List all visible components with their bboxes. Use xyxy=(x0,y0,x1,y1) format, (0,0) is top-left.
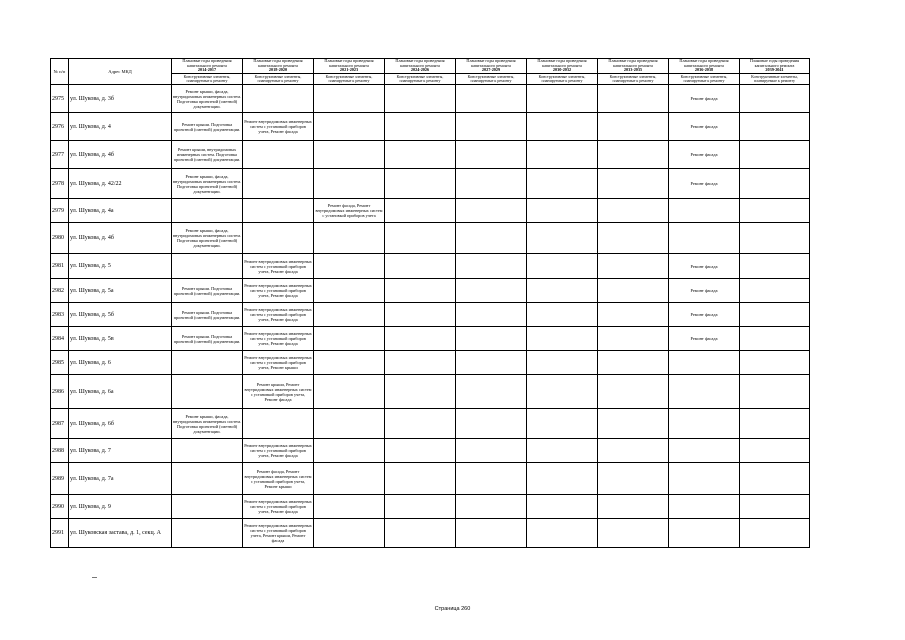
row-number: 2988 xyxy=(51,439,69,463)
planned-works-cell xyxy=(598,375,669,409)
row-address: ул. Шукова, д. 6а xyxy=(69,375,172,409)
planned-works-cell xyxy=(527,254,598,279)
planned-works-cell xyxy=(243,169,314,199)
planned-works-cell xyxy=(456,85,527,113)
header-period-years: 2014-2017 xyxy=(197,67,217,73)
table-row xyxy=(51,495,810,519)
planned-works-cell xyxy=(598,85,669,113)
planned-works-cell xyxy=(598,409,669,439)
row-number: 2991 xyxy=(51,519,69,548)
planned-works-cell xyxy=(598,223,669,254)
planned-works-cell xyxy=(598,519,669,548)
planned-works-cell xyxy=(172,519,243,548)
planned-works-cell xyxy=(598,113,669,141)
table-row xyxy=(51,463,810,495)
row-address: ул. Шукова, д. 4 xyxy=(69,113,172,141)
row-number: 2978 xyxy=(51,169,69,199)
page-number: Страница 260 xyxy=(434,606,471,612)
planned-works-cell xyxy=(243,199,314,223)
table-row xyxy=(51,351,810,375)
planned-works-cell xyxy=(598,327,669,351)
header-period-years: 2033-2035 xyxy=(623,67,643,73)
planned-works-cell xyxy=(385,85,456,113)
planned-works-cell xyxy=(456,519,527,548)
planned-works-cell xyxy=(385,169,456,199)
planned-works-cell xyxy=(243,141,314,169)
planned-works-cell: Ремонт внутридомовых инженерных систем с установкой приборов учета, Ремонт фасада xyxy=(243,327,314,351)
header-period-title: Плановые годы проведения капитального ремонта xyxy=(608,58,658,68)
planned-works-cell xyxy=(314,169,385,199)
header-period xyxy=(314,59,385,74)
planned-works-cell xyxy=(456,303,527,327)
planned-works-cell xyxy=(740,303,810,327)
header-period-subtitle: Конструктивные элементы, планируемые к ремонту xyxy=(598,74,669,85)
row-number: 2987 xyxy=(51,409,69,439)
planned-works-cell xyxy=(385,463,456,495)
planned-works-cell: Ремонт фасада xyxy=(669,85,740,113)
planned-works-cell xyxy=(314,519,385,548)
planned-works-cell xyxy=(456,141,527,169)
planned-works-cell: Ремонт крыши, внутридомовых инженерных систем. Подготовка проектной (сметной) документации. xyxy=(172,141,243,169)
planned-works-cell: Ремонт крыши, Ремонт внутридомовых инженерных систем с установкой приборов учета, Ремонт фасада xyxy=(243,375,314,409)
planned-works-cell xyxy=(740,85,810,113)
planned-works-cell: Ремонт внутридомовых инженерных систем с установкой приборов учета, Ремонт фасада xyxy=(243,439,314,463)
table-row xyxy=(51,199,810,223)
row-number: 2984 xyxy=(51,327,69,351)
row-number: 2985 xyxy=(51,351,69,375)
planned-works-cell xyxy=(314,113,385,141)
header-row-periods xyxy=(51,59,810,74)
planned-works-cell xyxy=(314,439,385,463)
row-number: 2975 xyxy=(51,85,69,113)
planned-works-cell xyxy=(598,199,669,223)
planned-works-cell xyxy=(456,223,527,254)
row-address: ул. Шукова, д. 3б xyxy=(69,85,172,113)
planned-works-cell: Ремонт крыши, фасада, внутридомовых инженерных систем. Подготовка проектной (сметной) документации. xyxy=(172,409,243,439)
planned-works-cell: Ремонт фасада, Ремонт внутридомовых инженерных систем с установкой приборов учета xyxy=(314,199,385,223)
planned-works-cell xyxy=(740,519,810,548)
planned-works-cell: Ремонт внутридомовых инженерных систем с установкой приборов учета, Ремонт фасада xyxy=(243,495,314,519)
row-number: 2980 xyxy=(51,223,69,254)
header-period xyxy=(172,59,243,74)
header-period-subtitle: Конструктивные элементы, планируемые к ремонту xyxy=(385,74,456,85)
planned-works-cell xyxy=(598,439,669,463)
planned-works-cell xyxy=(740,495,810,519)
planned-works-cell xyxy=(598,141,669,169)
planned-works-cell xyxy=(598,279,669,303)
planned-works-cell xyxy=(740,199,810,223)
planned-works-cell xyxy=(172,463,243,495)
planned-works-cell xyxy=(740,141,810,169)
row-address: ул. Шукова, д. 4б xyxy=(69,223,172,254)
planned-works-cell xyxy=(598,254,669,279)
header-period-subtitle: Конструктивные элементы, планируемые к ремонту xyxy=(172,74,243,85)
planned-works-cell: Ремонт фасада xyxy=(669,141,740,169)
planned-works-cell: Ремонт внутридомовых инженерных систем с установкой приборов учета, Ремонт фасада xyxy=(243,113,314,141)
planned-works-cell xyxy=(456,439,527,463)
header-period xyxy=(385,59,456,74)
planned-works-cell xyxy=(527,439,598,463)
planned-works-cell: Ремонт фасада xyxy=(669,279,740,303)
table-header xyxy=(51,59,810,85)
table-body xyxy=(51,85,810,548)
planned-works-cell xyxy=(385,141,456,169)
planned-works-cell xyxy=(527,375,598,409)
header-period-subtitle: Конструктивные элементы, планируемые к ремонту xyxy=(669,74,740,85)
row-number: 2990 xyxy=(51,495,69,519)
planned-works-cell xyxy=(385,303,456,327)
header-period xyxy=(740,59,810,74)
header-period xyxy=(456,59,527,74)
planned-works-cell xyxy=(172,375,243,409)
planned-works-cell xyxy=(385,113,456,141)
planned-works-cell xyxy=(598,351,669,375)
planned-works-cell: Ремонт фасада xyxy=(669,327,740,351)
header-period-years: 2024-2026 xyxy=(410,67,430,73)
planned-works-cell xyxy=(527,141,598,169)
planned-works-cell xyxy=(456,495,527,519)
planned-works-cell xyxy=(456,169,527,199)
header-period-title: Плановые годы проведения капитального ремонта xyxy=(182,58,232,68)
repair-plan-table xyxy=(50,58,810,548)
row-number: 2982 xyxy=(51,279,69,303)
planned-works-cell xyxy=(598,495,669,519)
header-period-years: 2030-2032 xyxy=(552,67,572,73)
planned-works-cell xyxy=(385,375,456,409)
planned-works-cell xyxy=(740,351,810,375)
planned-works-cell xyxy=(385,351,456,375)
planned-works-cell xyxy=(740,409,810,439)
planned-works-cell xyxy=(740,113,810,141)
planned-works-cell xyxy=(527,463,598,495)
planned-works-cell xyxy=(385,279,456,303)
planned-works-cell: Ремонт фасада xyxy=(669,303,740,327)
header-period-title: Плановые годы проведения капитального ремонта xyxy=(324,58,374,68)
header-period-title: Плановые годы проведения капитального ремонта xyxy=(253,58,303,68)
planned-works-cell: Ремонт крыши, фасада, внутридомовых инженерных систем. Подготовка проектной (сметной) документации. xyxy=(172,223,243,254)
planned-works-cell xyxy=(598,303,669,327)
table-row xyxy=(51,439,810,463)
row-address: ул. Шукова, д. 4б xyxy=(69,141,172,169)
row-address: ул. Шукова, д. 5 xyxy=(69,254,172,279)
planned-works-cell xyxy=(669,199,740,223)
row-address: ул. Шукова, д. 9 xyxy=(69,495,172,519)
planned-works-cell xyxy=(385,519,456,548)
header-period-title: Плановые годы проведения капитального ремонта xyxy=(679,58,729,68)
row-address: ул. Шукова, д. 4а xyxy=(69,199,172,223)
planned-works-cell xyxy=(385,439,456,463)
header-period-title: Плановые годы проведения капитального ремонта xyxy=(537,58,587,68)
planned-works-cell: Ремонт крыши. Подготовка проектной (сметной) документации. xyxy=(172,113,243,141)
header-period-subtitle: Конструктивные элементы, планируемые к ремонту xyxy=(527,74,598,85)
planned-works-cell xyxy=(314,409,385,439)
planned-works-cell xyxy=(598,169,669,199)
planned-works-cell xyxy=(314,254,385,279)
planned-works-cell xyxy=(740,327,810,351)
planned-works-cell xyxy=(527,409,598,439)
row-address: ул. Шукова, д. 5а xyxy=(69,279,172,303)
header-period-years: 2018-2020 xyxy=(268,67,288,73)
scan-mark xyxy=(92,577,97,578)
planned-works-cell: Ремонт крыши, фасада, внутридомовых инженерных систем. Подготовка проектной (сметной) документации. xyxy=(172,85,243,113)
planned-works-cell xyxy=(172,199,243,223)
planned-works-cell xyxy=(243,223,314,254)
planned-works-cell xyxy=(527,113,598,141)
planned-works-cell xyxy=(527,279,598,303)
planned-works-cell xyxy=(669,463,740,495)
table-row xyxy=(51,85,810,113)
planned-works-cell xyxy=(527,519,598,548)
planned-works-cell: Ремонт крыши. Подготовка проектной (сметной) документации. xyxy=(172,279,243,303)
header-period-title: Плановые годы проведения капитального ремонта xyxy=(749,58,800,68)
planned-works-cell xyxy=(314,223,385,254)
planned-works-cell xyxy=(669,439,740,463)
planned-works-cell xyxy=(598,463,669,495)
planned-works-cell xyxy=(385,199,456,223)
planned-works-cell: Ремонт внутридомовых инженерных систем с установкой приборов учета, Ремонт крыши xyxy=(243,351,314,375)
planned-works-cell xyxy=(456,375,527,409)
row-number: 2983 xyxy=(51,303,69,327)
header-period-title: Плановые годы проведения капитального ремонта xyxy=(466,58,516,68)
planned-works-cell xyxy=(314,375,385,409)
planned-works-cell xyxy=(527,495,598,519)
planned-works-cell xyxy=(385,254,456,279)
row-number: 2989 xyxy=(51,463,69,495)
planned-works-cell xyxy=(527,351,598,375)
planned-works-cell xyxy=(527,223,598,254)
table-row xyxy=(51,327,810,351)
table-row xyxy=(51,141,810,169)
planned-works-cell xyxy=(456,351,527,375)
planned-works-cell xyxy=(740,439,810,463)
planned-works-cell xyxy=(740,279,810,303)
row-number: 2976 xyxy=(51,113,69,141)
planned-works-cell xyxy=(243,409,314,439)
header-period-years: 2039-2041 xyxy=(765,67,784,73)
planned-works-cell xyxy=(456,463,527,495)
planned-works-cell: Ремонт крыши. Подготовка проектной (сметной) документации. xyxy=(172,327,243,351)
planned-works-cell: Ремонт фасада, Ремонт внутридомовых инженерных систем с установкой приборов учета, Ремонт крыши xyxy=(243,463,314,495)
planned-works-cell xyxy=(669,519,740,548)
planned-works-cell xyxy=(456,279,527,303)
planned-works-cell xyxy=(243,85,314,113)
planned-works-cell xyxy=(527,327,598,351)
header-number: № п/п xyxy=(51,59,69,85)
table-row xyxy=(51,409,810,439)
planned-works-cell xyxy=(456,113,527,141)
table-row xyxy=(51,303,810,327)
planned-works-cell xyxy=(172,495,243,519)
planned-works-cell xyxy=(740,223,810,254)
planned-works-cell xyxy=(172,351,243,375)
header-period xyxy=(598,59,669,74)
table-row xyxy=(51,519,810,548)
planned-works-cell: Ремонт внутридомовых инженерных систем с установкой приборов учета, Ремонт фасада xyxy=(243,254,314,279)
planned-works-cell xyxy=(456,254,527,279)
row-address: ул. Шукова, д. 7 xyxy=(69,439,172,463)
header-period-subtitle: Конструктивные элементы, планируемые к ремонту xyxy=(243,74,314,85)
row-address: ул. Шуковская застава, д. 1, секц. А xyxy=(69,519,172,548)
table-row xyxy=(51,375,810,409)
table-row xyxy=(51,169,810,199)
planned-works-cell: Ремонт внутридомовых инженерных систем с установкой приборов учета, Ремонт крыши, Ремонт фасада xyxy=(243,519,314,548)
planned-works-cell xyxy=(456,409,527,439)
planned-works-cell xyxy=(314,327,385,351)
planned-works-cell xyxy=(527,169,598,199)
table-row xyxy=(51,113,810,141)
planned-works-cell xyxy=(669,495,740,519)
row-address: ул. Шукова, д. 5в xyxy=(69,327,172,351)
header-period-subtitle: Конструктивные элементы, планируемые к ремонту xyxy=(456,74,527,85)
planned-works-cell xyxy=(740,169,810,199)
planned-works-cell xyxy=(669,409,740,439)
planned-works-cell xyxy=(456,199,527,223)
table-row xyxy=(51,223,810,254)
planned-works-cell xyxy=(314,495,385,519)
planned-works-cell xyxy=(314,279,385,303)
planned-works-cell xyxy=(669,351,740,375)
row-number: 2981 xyxy=(51,254,69,279)
header-period xyxy=(669,59,740,74)
planned-works-cell xyxy=(527,199,598,223)
header-period-subtitle: Конструктивные элементы, планируемые к ремонту xyxy=(314,74,385,85)
planned-works-cell: Ремонт крыши. Подготовка проектной (сметной) документации. xyxy=(172,303,243,327)
planned-works-cell xyxy=(740,375,810,409)
header-period xyxy=(527,59,598,74)
row-address: ул. Шукова, д. 5б xyxy=(69,303,172,327)
planned-works-cell: Ремонт внутридомовых инженерных систем с установкой приборов учета, Ремонт фасада xyxy=(243,303,314,327)
planned-works-cell xyxy=(456,327,527,351)
planned-works-cell xyxy=(385,409,456,439)
planned-works-cell xyxy=(385,495,456,519)
planned-works-cell: Ремонт крыши, фасада, внутридомовых инженерных систем. Подготовка проектной (сметной) документации. xyxy=(172,169,243,199)
planned-works-cell xyxy=(314,141,385,169)
planned-works-cell: Ремонт фасада xyxy=(669,113,740,141)
row-number: 2986 xyxy=(51,375,69,409)
planned-works-cell: Ремонт внутридомовых инженерных систем с установкой приборов учета, Ремонт фасада xyxy=(243,279,314,303)
planned-works-cell xyxy=(385,327,456,351)
header-period-years: 2027-2029 xyxy=(481,67,501,73)
planned-works-cell xyxy=(314,351,385,375)
planned-works-cell: Ремонт фасада xyxy=(669,254,740,279)
header-period-title: Плановые годы проведения капитального ремонта xyxy=(395,58,445,68)
row-address: ул. Шукова, д. 6б xyxy=(69,409,172,439)
table-row xyxy=(51,254,810,279)
header-address: Адрес МКД xyxy=(69,59,172,85)
planned-works-cell: Ремонт фасада xyxy=(669,169,740,199)
table-row xyxy=(51,279,810,303)
planned-works-cell xyxy=(740,254,810,279)
row-address: ул. Шукова, д. 6 xyxy=(69,351,172,375)
row-address: ул. Шукова, д. 42/22 xyxy=(69,169,172,199)
planned-works-cell xyxy=(385,223,456,254)
row-number: 2979 xyxy=(51,199,69,223)
planned-works-cell xyxy=(527,303,598,327)
planned-works-cell xyxy=(527,85,598,113)
planned-works-cell xyxy=(314,303,385,327)
planned-works-cell xyxy=(740,463,810,495)
planned-works-cell xyxy=(669,375,740,409)
row-number: 2977 xyxy=(51,141,69,169)
header-period-subtitle: Конструктивные элементы, планируемые к ремонту xyxy=(740,74,810,85)
header-period-years: 2036-2038 xyxy=(694,67,714,73)
header-period xyxy=(243,59,314,74)
planned-works-cell xyxy=(172,439,243,463)
row-address: ул. Шукова, д. 7а xyxy=(69,463,172,495)
header-period-years: 2021-2023 xyxy=(339,67,359,73)
planned-works-cell xyxy=(314,463,385,495)
planned-works-cell xyxy=(314,85,385,113)
planned-works-cell xyxy=(669,223,740,254)
planned-works-cell xyxy=(172,254,243,279)
